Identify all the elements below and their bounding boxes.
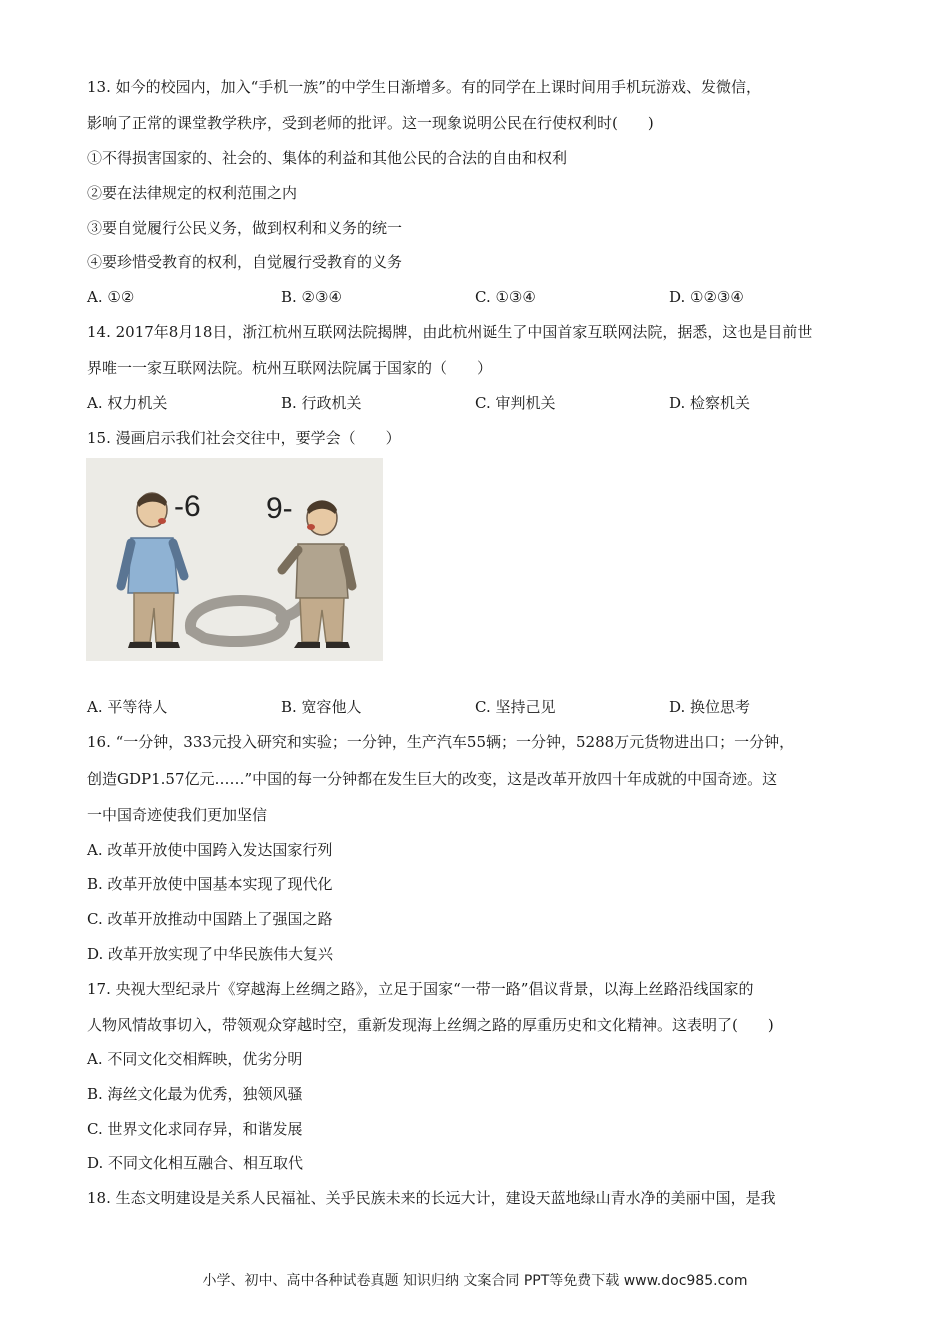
q14-stem-line1: 14. 2017年8月18日，浙江杭州互联网法院揭牌，由此杭州诞生了中国首家互联网法院，据悉，这也是目前世 (87, 323, 813, 341)
left-speech-text: -6 (174, 490, 201, 523)
q13-item4: ④要珍惜受教育的权利，自觉履行受教育的义务 (87, 253, 403, 271)
q17-option-b: B. 海丝文化最为优秀，独领风骚 (87, 1085, 303, 1103)
q17-option-d: D. 不同文化相互融合、相互取代 (87, 1154, 304, 1172)
q13-option-a: A. ①② (87, 288, 135, 306)
q17-stem-line1: 17. 央视大型纪录片《穿越海上丝绸之路》，立足于国家“一带一路”倡议背景，以海上丝路沿线国家的 (87, 980, 754, 998)
q13-stem-line1: 13. 如今的校园内，加入“手机一族”的中学生日渐增多。有的同学在上课时间用手机玩游戏、发微信， (87, 78, 761, 96)
q16-stem-line2: 创造GDP1.57亿元……”中国的每一分钟都在发生巨大的改变，这是改革开放四十年成就的中国奇迹。这 (87, 770, 778, 788)
q13-option-b: B. ②③④ (281, 288, 342, 306)
q14-option-a: A. 权力机关 (87, 394, 168, 412)
q17-option-c: C. 世界文化求同存异，和谐发展 (87, 1120, 303, 1138)
q17-option-a: A. 不同文化交相辉映，优劣分明 (87, 1050, 303, 1068)
q15-option-a: A. 平等待人 (87, 698, 168, 716)
q13-option-d: D. ①②③④ (669, 288, 744, 306)
q13-item3: ③要自觉履行公民义务，做到权利和义务的统一 (87, 219, 403, 237)
comic-drawing (86, 458, 383, 661)
q15-stem: 15. 漫画启示我们社会交往中，要学会（ ） (87, 429, 401, 447)
q16-stem-line1: 16. “一分钟，333元投入研究和实验；一分钟，生产汽车55辆；一分钟，5288万元货物进出口；一分钟， (87, 733, 795, 751)
q13-item2: ②要在法律规定的权利范围之内 (87, 184, 298, 202)
q16-option-c: C. 改革开放推动中国踏上了强国之路 (87, 910, 333, 928)
q15-option-b: B. 宽容他人 (281, 698, 362, 716)
right-speech-text: 9- (266, 492, 293, 525)
q17-stem-line2: 人物风情故事切入，带领观众穿越时空，重新发现海上丝绸之路的厚重历史和文化精神。这表明了( ) (87, 1016, 774, 1034)
q13-stem-line2: 影响了正常的课堂教学秩序，受到老师的批评。这一现象说明公民在行使权利时( ) (87, 114, 654, 132)
q15-option-d: D. 换位思考 (669, 698, 751, 716)
q14-stem-line2: 界唯一一家互联网法院。杭州互联网法院属于国家的（ ） (87, 359, 493, 377)
ground-number-figure (190, 583, 314, 642)
page-footer: 小学、初中、高中各种试卷真题 知识归纳 文案合同 PPT等免费下载 www.doc985.com (202, 1273, 748, 1289)
q13-item1: ①不得损害国家的、社会的、集体的利益和其他公民的合法的自由和权利 (87, 149, 568, 167)
q18-stem-line1: 18. 生态文明建设是关系人民福祉、关乎民族未来的长远大计，建设天蓝地绿山青水净的美丽中国，是我 (87, 1189, 776, 1207)
q13-option-c: C. ①③④ (475, 288, 536, 306)
q14-option-c: C. 审判机关 (475, 394, 556, 412)
q16-stem-line3: 一中国奇迹使我们更加坚信 (87, 806, 268, 824)
q16-option-d: D. 改革开放实现了中华民族伟大复兴 (87, 945, 334, 963)
q14-option-b: B. 行政机关 (281, 394, 362, 412)
comic-illustration (86, 458, 383, 661)
q16-option-a: A. 改革开放使中国跨入发达国家行列 (87, 841, 333, 859)
q16-option-b: B. 改革开放使中国基本实现了现代化 (87, 875, 333, 893)
q14-option-d: D. 检察机关 (669, 394, 751, 412)
q15-option-c: C. 坚持己见 (475, 698, 556, 716)
